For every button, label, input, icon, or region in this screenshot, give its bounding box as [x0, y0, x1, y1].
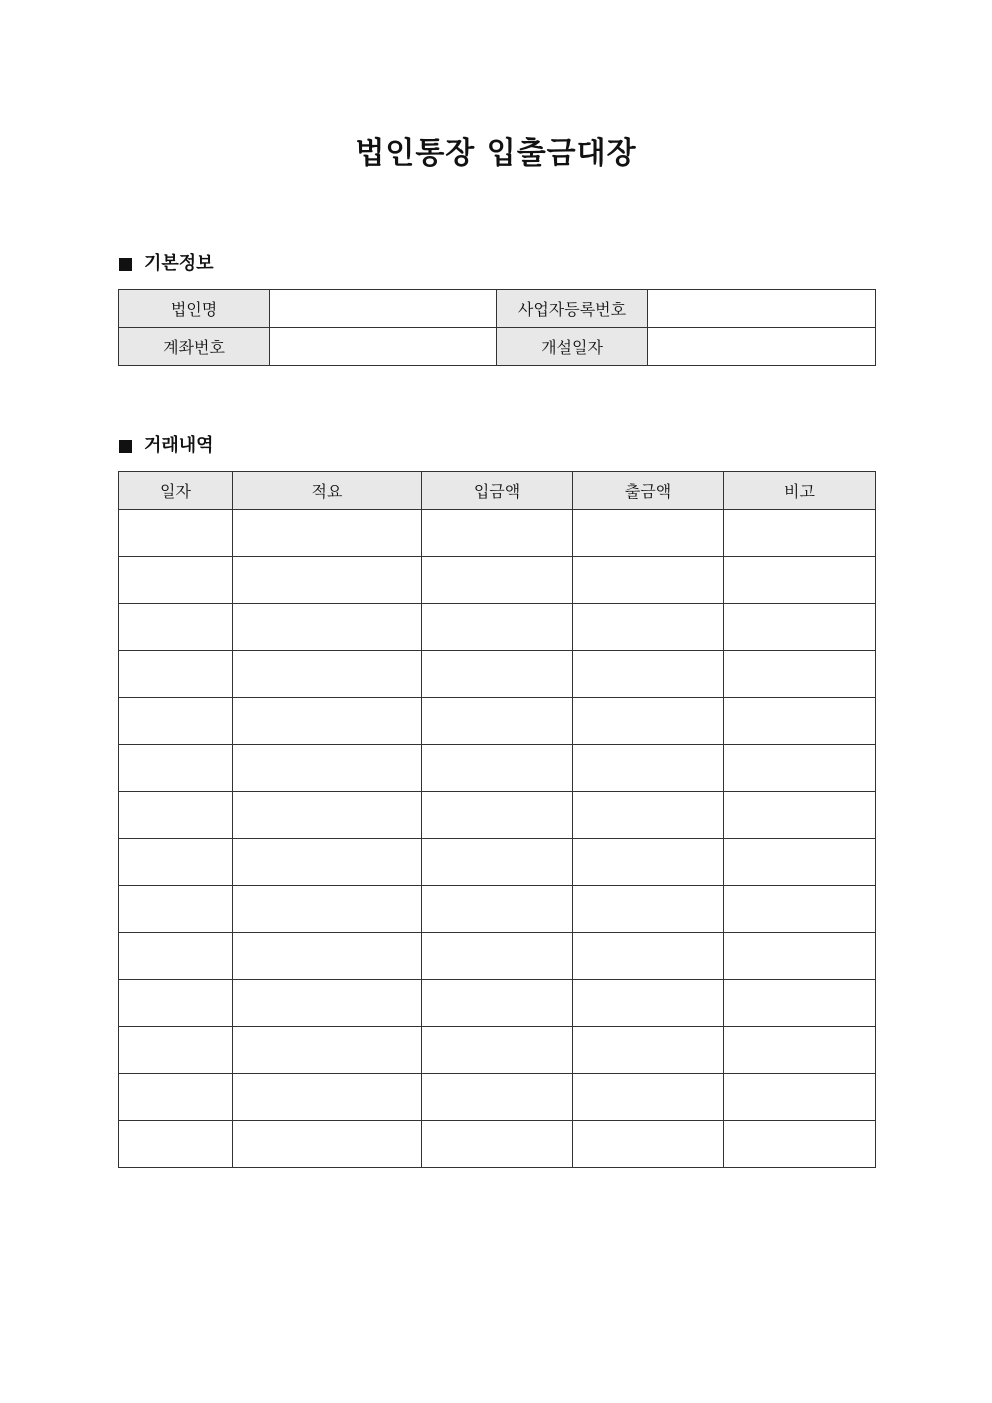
description-cell[interactable]: [233, 1074, 422, 1121]
date-cell[interactable]: [119, 1027, 233, 1074]
description-cell[interactable]: [233, 792, 422, 839]
description-cell[interactable]: [233, 886, 422, 933]
description-cell[interactable]: [233, 604, 422, 651]
date-cell[interactable]: [119, 1074, 233, 1121]
open-date-field[interactable]: [648, 328, 876, 366]
withdrawal-cell[interactable]: [573, 698, 724, 745]
basic-info-heading-text: 기본정보: [144, 253, 214, 274]
description-cell[interactable]: [233, 980, 422, 1027]
note-cell[interactable]: [724, 745, 876, 792]
date-cell[interactable]: [119, 604, 233, 651]
column-header-description: 적요: [233, 472, 422, 510]
note-cell[interactable]: [724, 651, 876, 698]
square-bullet-icon: [119, 258, 132, 271]
table-row: [119, 980, 876, 1027]
withdrawal-cell[interactable]: [573, 651, 724, 698]
table-row: [119, 1027, 876, 1074]
table-row: [119, 510, 876, 557]
withdrawal-cell[interactable]: [573, 839, 724, 886]
date-cell[interactable]: [119, 745, 233, 792]
deposit-cell[interactable]: [422, 698, 573, 745]
column-header-date: 일자: [119, 472, 233, 510]
withdrawal-cell[interactable]: [573, 792, 724, 839]
table-row: [119, 604, 876, 651]
table-row: [119, 886, 876, 933]
description-cell[interactable]: [233, 1121, 422, 1168]
deposit-cell[interactable]: [422, 792, 573, 839]
deposit-cell[interactable]: [422, 933, 573, 980]
note-cell[interactable]: [724, 1074, 876, 1121]
table-row: [119, 1074, 876, 1121]
date-cell[interactable]: [119, 557, 233, 604]
date-cell[interactable]: [119, 651, 233, 698]
table-row: [119, 698, 876, 745]
date-cell[interactable]: [119, 980, 233, 1027]
column-header-note: 비고: [724, 472, 876, 510]
date-cell[interactable]: [119, 1121, 233, 1168]
withdrawal-cell[interactable]: [573, 933, 724, 980]
description-cell[interactable]: [233, 557, 422, 604]
basic-info-table: [118, 289, 876, 366]
basic-info-row: [119, 328, 876, 366]
note-cell[interactable]: [724, 557, 876, 604]
deposit-cell[interactable]: [422, 557, 573, 604]
note-cell[interactable]: [724, 980, 876, 1027]
column-header-withdrawal: 출금액: [573, 472, 724, 510]
note-cell[interactable]: [724, 839, 876, 886]
description-cell[interactable]: [233, 1027, 422, 1074]
description-cell[interactable]: [233, 745, 422, 792]
deposit-cell[interactable]: [422, 980, 573, 1027]
table-row: [119, 745, 876, 792]
document-title: 법인통장 입출금대장: [355, 136, 637, 171]
corp-name-field[interactable]: [270, 290, 497, 328]
date-cell[interactable]: [119, 698, 233, 745]
deposit-cell[interactable]: [422, 651, 573, 698]
square-bullet-icon: [119, 440, 132, 453]
table-row: [119, 933, 876, 980]
description-cell[interactable]: [233, 510, 422, 557]
deposit-cell[interactable]: [422, 886, 573, 933]
description-cell[interactable]: [233, 839, 422, 886]
date-cell[interactable]: [119, 839, 233, 886]
withdrawal-cell[interactable]: [573, 604, 724, 651]
biz-reg-no-label: 사업자등록번호: [497, 290, 648, 328]
description-cell[interactable]: [233, 698, 422, 745]
withdrawal-cell[interactable]: [573, 510, 724, 557]
deposit-cell[interactable]: [422, 1121, 573, 1168]
deposit-cell[interactable]: [422, 839, 573, 886]
table-row: [119, 839, 876, 886]
description-cell[interactable]: [233, 933, 422, 980]
deposit-cell[interactable]: [422, 1027, 573, 1074]
basic-info-row: [119, 290, 876, 328]
transactions-table: [118, 471, 876, 1168]
deposit-cell[interactable]: [422, 604, 573, 651]
withdrawal-cell[interactable]: [573, 886, 724, 933]
table-row: [119, 557, 876, 604]
date-cell[interactable]: [119, 792, 233, 839]
column-header-deposit: 입금액: [422, 472, 573, 510]
note-cell[interactable]: [724, 510, 876, 557]
date-cell[interactable]: [119, 510, 233, 557]
note-cell[interactable]: [724, 792, 876, 839]
note-cell[interactable]: [724, 1027, 876, 1074]
withdrawal-cell[interactable]: [573, 745, 724, 792]
date-cell[interactable]: [119, 886, 233, 933]
date-cell[interactable]: [119, 933, 233, 980]
transactions-heading: [119, 434, 214, 458]
withdrawal-cell[interactable]: [573, 557, 724, 604]
corp-name-label: 법인명: [119, 290, 270, 328]
transactions-heading-text: 거래내역: [144, 435, 214, 456]
note-cell[interactable]: [724, 604, 876, 651]
withdrawal-cell[interactable]: [573, 1121, 724, 1168]
open-date-label: 개설일자: [497, 328, 648, 366]
deposit-cell[interactable]: [422, 510, 573, 557]
description-cell[interactable]: [233, 651, 422, 698]
biz-reg-no-field[interactable]: [648, 290, 876, 328]
table-row: [119, 651, 876, 698]
note-cell[interactable]: [724, 886, 876, 933]
withdrawal-cell[interactable]: [573, 1027, 724, 1074]
transactions-header-row: [119, 472, 876, 510]
table-row: [119, 792, 876, 839]
note-cell[interactable]: [724, 1121, 876, 1168]
table-row: [119, 1121, 876, 1168]
basic-info-heading: [119, 252, 214, 276]
note-cell[interactable]: [724, 933, 876, 980]
account-no-label: 계좌번호: [119, 328, 270, 366]
deposit-cell[interactable]: [422, 745, 573, 792]
deposit-cell[interactable]: [422, 1074, 573, 1121]
note-cell[interactable]: [724, 698, 876, 745]
transactions-body: [119, 510, 876, 1168]
account-no-field[interactable]: [270, 328, 497, 366]
withdrawal-cell[interactable]: [573, 980, 724, 1027]
withdrawal-cell[interactable]: [573, 1074, 724, 1121]
